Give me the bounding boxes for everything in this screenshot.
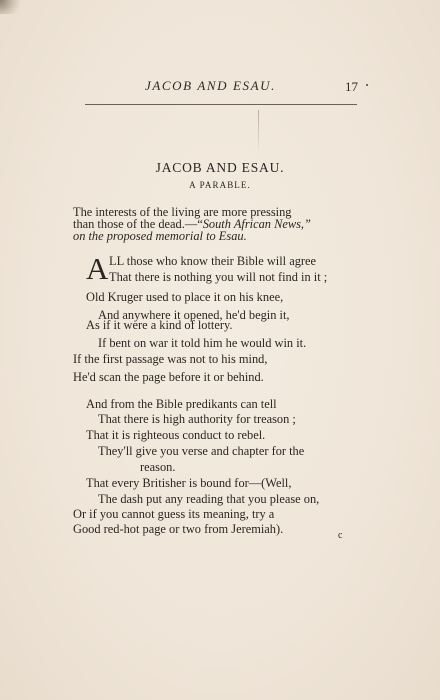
verse-line: Or if you cannot guess its meaning, try a xyxy=(73,507,275,521)
poem-title: JACOB AND ESAU. xyxy=(155,160,285,175)
running-head: JACOB AND ESAU. xyxy=(145,78,276,93)
poem-subtitle: A PARABLE. xyxy=(189,180,251,190)
verse-line: That every Britisher is bound for—(Well, xyxy=(86,476,292,490)
verse-line: That there is high authority for treason ; xyxy=(98,412,296,426)
epigraph-line-1: The interests of the living are more pressing xyxy=(73,205,292,219)
page-number: 17 xyxy=(345,79,358,94)
verse-line: And from the Bible predikants can tell xyxy=(86,397,277,411)
epigraph-context: on the proposed memorial to Esau. xyxy=(73,229,247,243)
verse-line: That it is righteous conduct to rebel. xyxy=(86,428,266,442)
verse-line: They'll give you verse and chapter for the xyxy=(98,444,305,458)
verse-line: The dash put any reading that you please on, xyxy=(98,492,320,506)
epigraph-source: South African News,” xyxy=(202,217,311,231)
verse-line: As if it were a kind of lottery. xyxy=(86,318,233,332)
verse-line: If the first passage was not to his mind, xyxy=(73,352,268,366)
verse-line: He'd scan the page before it or behind. xyxy=(73,370,264,384)
verse-line: reason. xyxy=(140,460,176,474)
verse-line: That there is nothing you will not find in it ; xyxy=(109,270,328,284)
verse-line: Good red-hot page or two from Jeremiah). xyxy=(73,522,284,536)
verse-line: LL those who know their Bible will agree xyxy=(109,254,317,268)
signature-mark: c xyxy=(338,530,343,541)
verse-line: Old Kruger used to place it on his knee, xyxy=(86,290,284,304)
epigraph-line-2-text: than those of the dead.—“ xyxy=(73,217,203,231)
verse-line: And anywhere it opened, he'd begin it, xyxy=(98,308,290,322)
drop-cap: A xyxy=(86,251,109,286)
verse-line: If bent on war it told him he would win it. xyxy=(98,336,307,350)
